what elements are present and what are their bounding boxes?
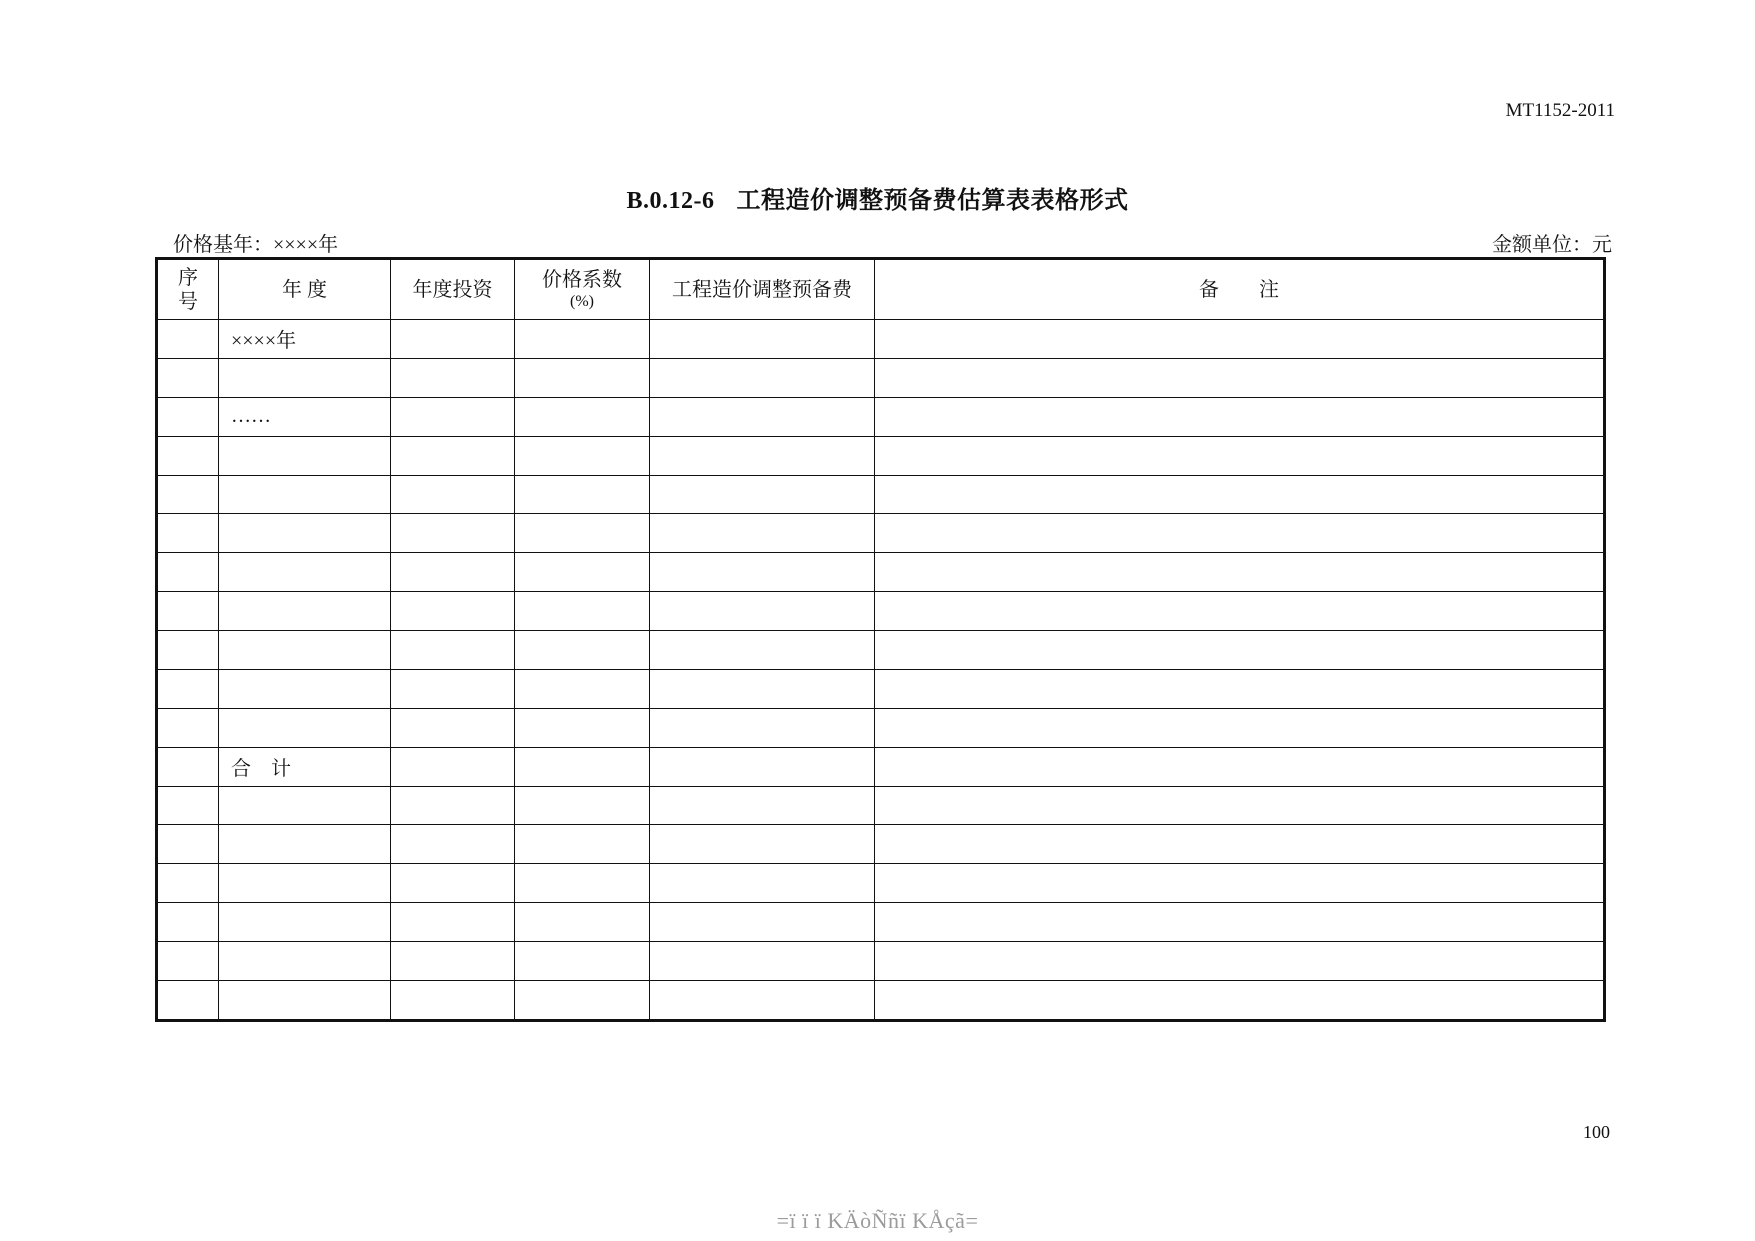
cell-year (219, 553, 391, 592)
cell-price-coefficient (515, 631, 650, 670)
table-row (157, 903, 1605, 942)
cell-seq (157, 903, 219, 942)
cell-remarks (875, 980, 1605, 1020)
cell-remarks (875, 825, 1605, 864)
document-code: MT1152-2011 (1505, 100, 1615, 121)
cell-remarks (875, 864, 1605, 903)
cell-annual-investment (391, 708, 515, 747)
table-header-row (157, 259, 1605, 320)
header-year: 年 度 (219, 259, 391, 320)
page-number: 100 (1583, 1122, 1610, 1142)
cell-annual-investment (391, 903, 515, 942)
table-row (157, 631, 1605, 670)
table-row (157, 358, 1605, 397)
cell-seq (157, 475, 219, 514)
table-row (157, 592, 1605, 631)
cell-year (219, 903, 391, 942)
table-row (157, 475, 1605, 514)
cell-seq (157, 631, 219, 670)
cell-seq (157, 825, 219, 864)
cell-annual-investment (391, 436, 515, 475)
cell-adjustment-reserve-fee (650, 864, 875, 903)
table-row (157, 708, 1605, 747)
cell-price-coefficient (515, 320, 650, 359)
cell-adjustment-reserve-fee (650, 320, 875, 359)
cell-annual-investment (391, 514, 515, 553)
cell-price-coefficient (515, 786, 650, 825)
cell-year (219, 514, 391, 553)
cell-annual-investment (391, 786, 515, 825)
cell-year: ××××年 (219, 320, 391, 359)
cell-seq (157, 358, 219, 397)
cell-adjustment-reserve-fee (650, 786, 875, 825)
estimate-table (155, 257, 1606, 1022)
table-row (157, 436, 1605, 475)
cell-adjustment-reserve-fee (650, 708, 875, 747)
cell-remarks (875, 903, 1605, 942)
cell-adjustment-reserve-fee (650, 631, 875, 670)
cell-price-coefficient (515, 553, 650, 592)
cell-adjustment-reserve-fee (650, 397, 875, 436)
table-row (157, 980, 1605, 1020)
cell-year (219, 436, 391, 475)
table-body (157, 320, 1605, 1021)
cell-seq (157, 747, 219, 786)
header-remarks: 备 注 (875, 259, 1605, 320)
header-price-coefficient (515, 259, 650, 320)
cell-remarks (875, 436, 1605, 475)
cell-annual-investment (391, 864, 515, 903)
cell-year (219, 592, 391, 631)
cell-seq (157, 669, 219, 708)
cell-adjustment-reserve-fee (650, 903, 875, 942)
cell-year (219, 980, 391, 1020)
cell-remarks (875, 397, 1605, 436)
cell-adjustment-reserve-fee (650, 747, 875, 786)
cell-remarks (875, 669, 1605, 708)
cell-adjustment-reserve-fee (650, 669, 875, 708)
cell-year (219, 708, 391, 747)
cell-adjustment-reserve-fee (650, 475, 875, 514)
cell-adjustment-reserve-fee (650, 358, 875, 397)
cell-adjustment-reserve-fee (650, 553, 875, 592)
cell-adjustment-reserve-fee (650, 436, 875, 475)
cell-price-coefficient (515, 747, 650, 786)
cell-annual-investment (391, 942, 515, 981)
amount-unit: 金额单位：元 (1492, 234, 1612, 256)
cell-seq (157, 942, 219, 981)
cell-remarks (875, 708, 1605, 747)
cell-year (219, 358, 391, 397)
cell-adjustment-reserve-fee (650, 825, 875, 864)
cell-seq (157, 553, 219, 592)
cell-annual-investment (391, 397, 515, 436)
cell-price-coefficient (515, 903, 650, 942)
table-row (157, 320, 1605, 359)
header-annual-investment: 年度投资 (391, 259, 515, 320)
cell-year (219, 631, 391, 670)
cell-price-coefficient (515, 397, 650, 436)
price-coefficient-unit: (%) (570, 292, 594, 310)
cell-seq (157, 514, 219, 553)
cell-adjustment-reserve-fee (650, 514, 875, 553)
cell-price-coefficient (515, 980, 650, 1020)
cell-annual-investment (391, 358, 515, 397)
cell-annual-investment (391, 475, 515, 514)
cell-seq (157, 397, 219, 436)
cell-annual-investment (391, 825, 515, 864)
cell-remarks (875, 358, 1605, 397)
cell-remarks (875, 786, 1605, 825)
cell-adjustment-reserve-fee (650, 980, 875, 1020)
cell-adjustment-reserve-fee (650, 942, 875, 981)
cell-price-coefficient (515, 942, 650, 981)
cell-remarks (875, 942, 1605, 981)
cell-year (219, 864, 391, 903)
header-adjustment-reserve-fee: 工程造价调整预备费 (650, 259, 875, 320)
table-row (157, 942, 1605, 981)
table-row (157, 669, 1605, 708)
cell-annual-investment (391, 747, 515, 786)
cell-seq (157, 786, 219, 825)
cell-seq (157, 980, 219, 1020)
cell-remarks (875, 475, 1605, 514)
cell-price-coefficient (515, 475, 650, 514)
cell-adjustment-reserve-fee (650, 592, 875, 631)
cell-remarks (875, 592, 1605, 631)
cell-annual-investment (391, 592, 515, 631)
footer-watermark-text: =ï ï ï KÄòÑñï KÅçã= (776, 1208, 979, 1233)
cell-remarks (875, 320, 1605, 359)
cell-price-coefficient (515, 592, 650, 631)
cell-year: …… (219, 397, 391, 436)
cell-annual-investment (391, 980, 515, 1020)
cell-price-coefficient (515, 669, 650, 708)
cell-remarks (875, 553, 1605, 592)
cell-annual-investment (391, 553, 515, 592)
cell-seq (157, 592, 219, 631)
cell-seq (157, 708, 219, 747)
cell-remarks (875, 514, 1605, 553)
table-row (157, 514, 1605, 553)
cell-annual-investment (391, 320, 515, 359)
cell-annual-investment (391, 669, 515, 708)
price-base-year: 价格基年：××××年 (173, 234, 339, 256)
cell-year: 合 计 (219, 747, 391, 786)
cell-seq (157, 320, 219, 359)
cell-year (219, 475, 391, 514)
table-row (157, 553, 1605, 592)
cell-year (219, 786, 391, 825)
cell-price-coefficient (515, 514, 650, 553)
cell-year (219, 825, 391, 864)
cell-price-coefficient (515, 436, 650, 475)
cell-remarks (875, 631, 1605, 670)
cell-price-coefficient (515, 825, 650, 864)
table-row (157, 864, 1605, 903)
cell-remarks (875, 747, 1605, 786)
cell-annual-investment (391, 631, 515, 670)
table-row (157, 825, 1605, 864)
cell-year (219, 669, 391, 708)
cell-seq (157, 864, 219, 903)
cell-price-coefficient (515, 864, 650, 903)
cell-seq (157, 436, 219, 475)
header-seq: 序号 (157, 259, 219, 320)
table-number: B.0.12-6 (626, 188, 715, 214)
cell-price-coefficient (515, 708, 650, 747)
table-title-text: 工程造价调整预备费估算表表格形式 (736, 188, 1129, 214)
table-row (157, 747, 1605, 786)
price-coefficient-label: 价格系数 (542, 268, 622, 291)
table-title (0, 180, 1755, 215)
cell-year (219, 942, 391, 981)
table-row (157, 786, 1605, 825)
table-row (157, 397, 1605, 436)
cell-price-coefficient (515, 358, 650, 397)
